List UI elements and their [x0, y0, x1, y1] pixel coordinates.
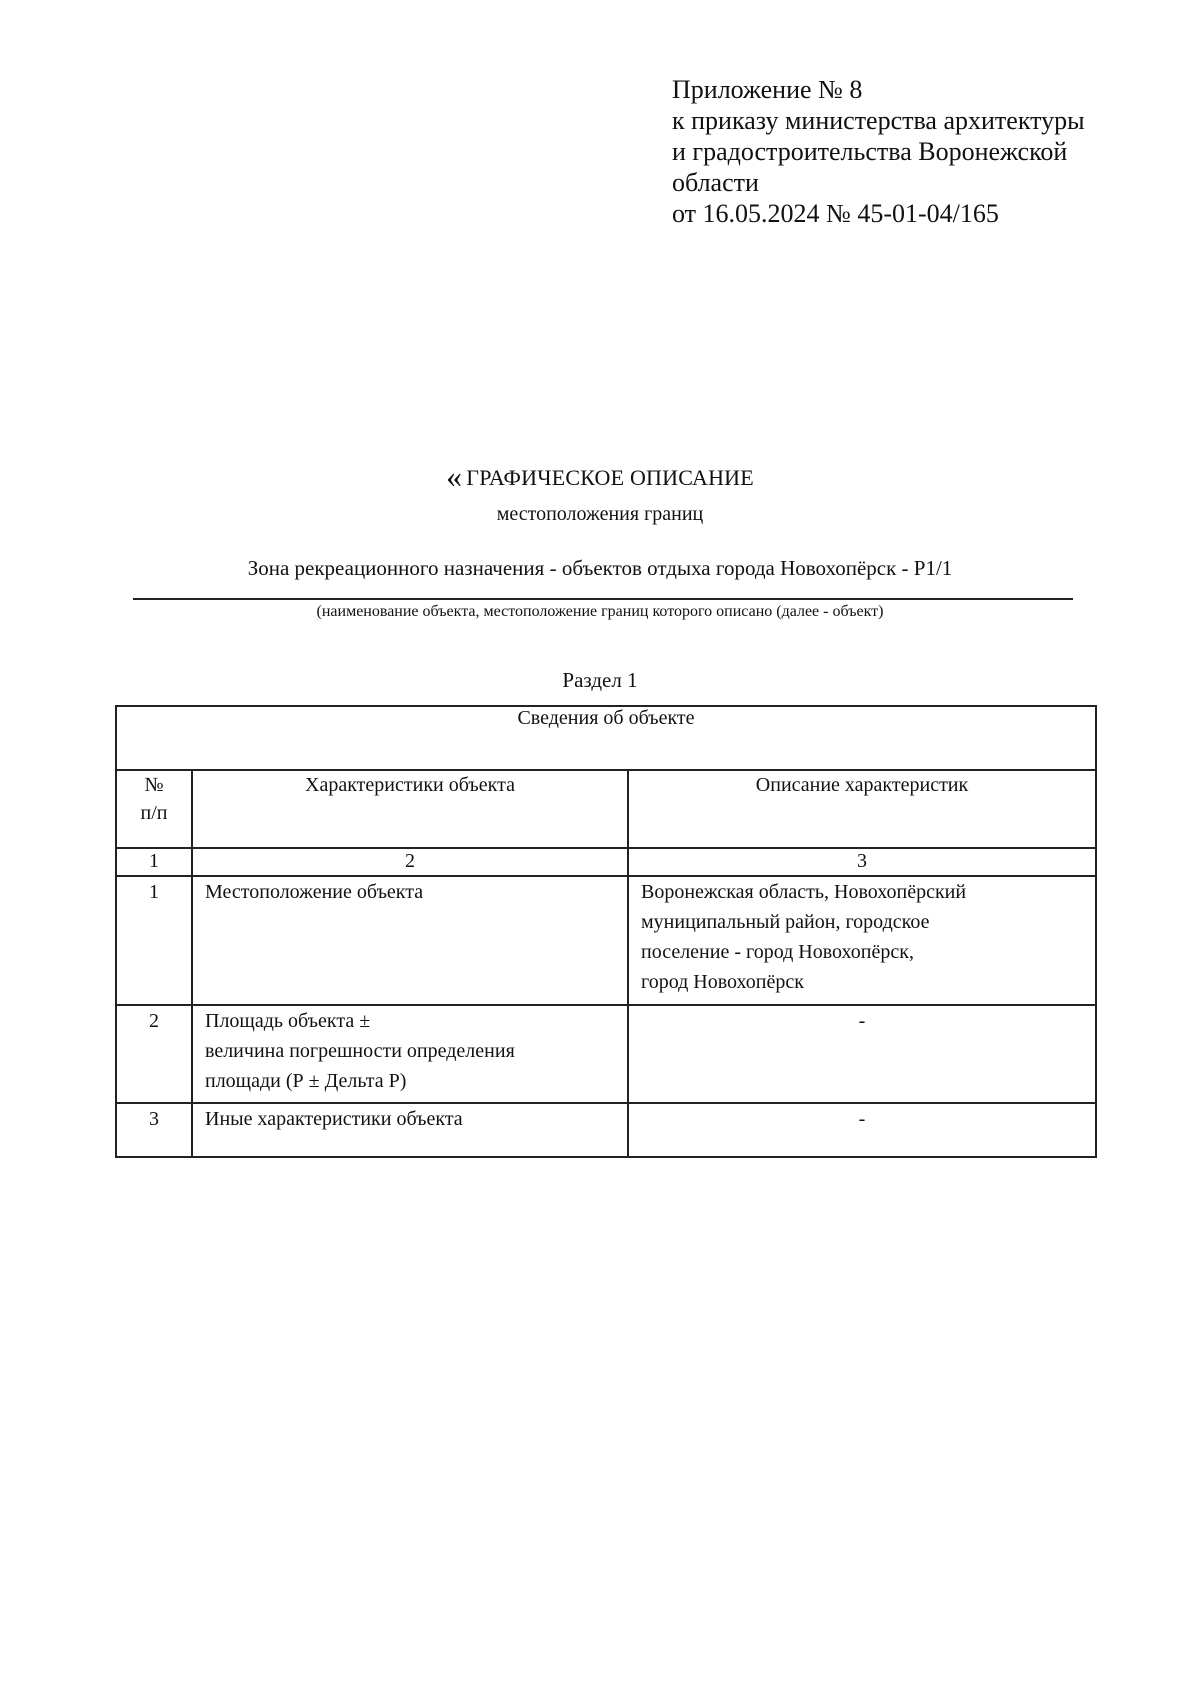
row-characteristic-line: Местоположение объекта [205, 881, 424, 903]
quote-mark: « [446, 458, 463, 494]
row-value: - [628, 1103, 1096, 1157]
appendix-line: к приказу министерства архитектуры [672, 106, 1085, 135]
row-value [628, 876, 1096, 1005]
document-subtitle: местоположения границ [496, 503, 704, 525]
table-row [116, 1103, 1096, 1157]
row-number: 2 [116, 1005, 192, 1103]
row-characteristic-line: Площадь объекта ± [205, 1010, 371, 1032]
section-label: Раздел 1 [562, 668, 638, 692]
object-info-table [115, 705, 1097, 1158]
row-characteristic [192, 876, 628, 1005]
header-characteristics: Характеристики объекта [192, 770, 628, 848]
table-caption-row [116, 706, 1096, 770]
table-row [116, 876, 1096, 1005]
column-number: 2 [192, 848, 628, 876]
appendix-line: Приложение № 8 [672, 75, 863, 104]
object-name-caption: (наименование объекта, местоположение границ которого описано (далее - объект) [316, 603, 884, 620]
column-number: 1 [116, 848, 192, 876]
row-characteristic-line: величина погрешности определения [205, 1040, 515, 1062]
row-value-line: Воронежская область, Новохопёрский [641, 881, 967, 903]
header-number-line: п/п [140, 802, 168, 824]
row-value: - [628, 1005, 1096, 1103]
table-row [116, 1005, 1096, 1103]
column-number: 3 [628, 848, 1096, 876]
appendix-line: от 16.05.2024 № 45-01-04/165 [672, 199, 999, 228]
table-header-row [116, 770, 1096, 848]
row-value-line: поселение - город Новохопёрск, [641, 941, 914, 963]
row-characteristic-line: площади (Р ± Дельта Р) [205, 1070, 407, 1092]
column-number-row [116, 848, 1096, 876]
row-number: 3 [116, 1103, 192, 1157]
header-description: Описание характеристик [628, 770, 1096, 848]
row-value-line: муниципальный район, городское [641, 911, 930, 933]
row-number: 1 [116, 876, 192, 1005]
row-characteristic [192, 1103, 628, 1157]
row-characteristic-line: Иные характеристики объекта [205, 1108, 463, 1130]
appendix-line: и градостроительства Воронежской [672, 137, 1068, 166]
row-characteristic [192, 1005, 628, 1103]
table-caption: Сведения об объекте [116, 706, 1096, 770]
title-text: ГРАФИЧЕСКОЕ ОПИСАНИЕ [466, 465, 754, 490]
appendix-block [672, 74, 1172, 229]
row-value-line: город Новохопёрск [641, 971, 804, 993]
document-title [0, 458, 1200, 495]
object-name-underline [133, 598, 1073, 600]
object-name: Зона рекреационного назначения - объектов отдыха города Новохопёрск - Р1/1 [247, 556, 953, 580]
header-number-line: № [144, 774, 164, 796]
header-number [116, 770, 192, 848]
appendix-line: области [672, 168, 759, 197]
